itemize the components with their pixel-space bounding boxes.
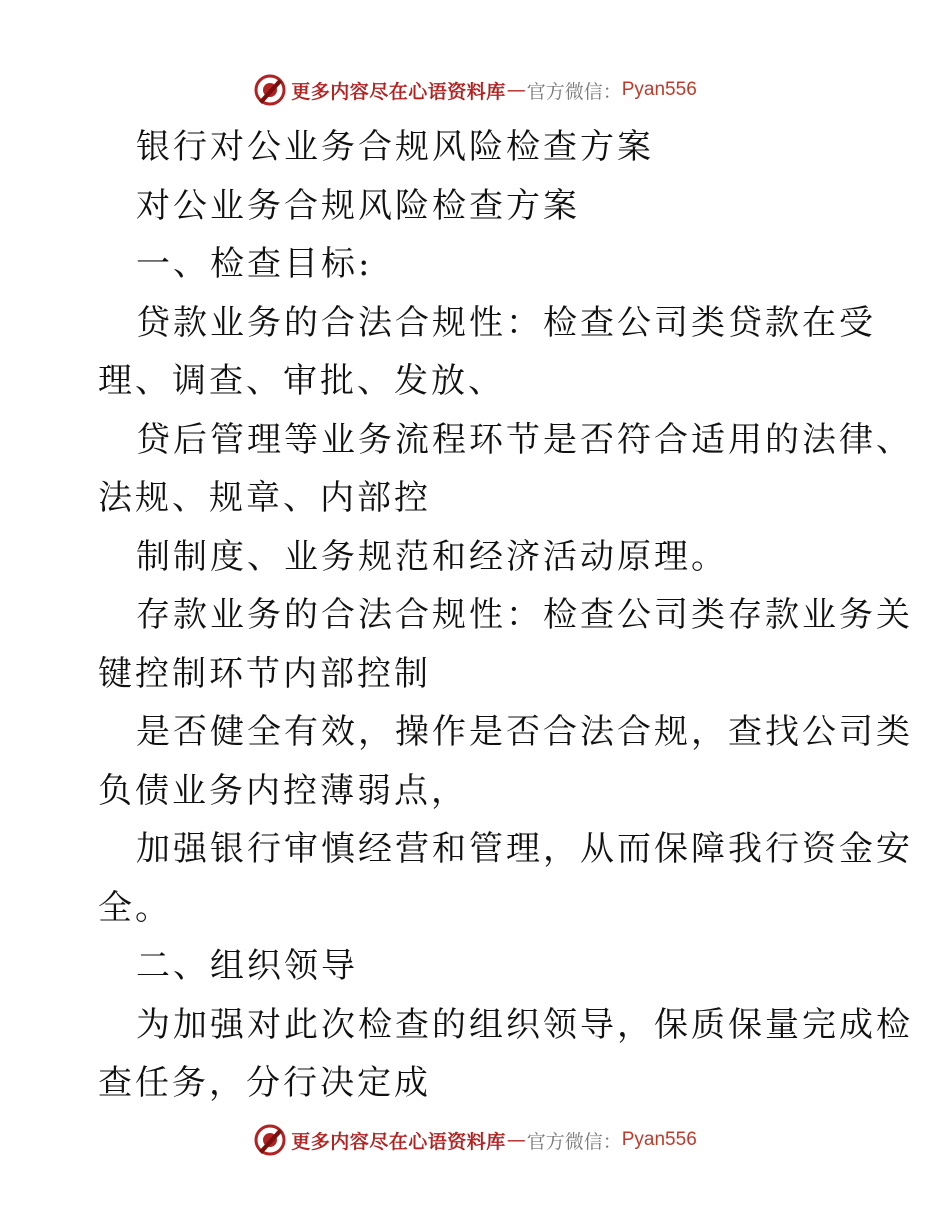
watermark-dash: —: [506, 79, 526, 101]
text-line: 加强银行审慎经营和管理，从而保障我行资金安: [136, 829, 913, 869]
text-line: 键控制环节内部控制: [98, 653, 431, 694]
watermark-wechat-label: 官方微信：: [526, 80, 622, 103]
document-body: [98, 118, 913, 1113]
text-line: 贷后管理等业务流程环节是否符合适用的法律、: [136, 419, 913, 460]
text-line: 对公业务合规风险检查方案: [136, 185, 580, 226]
text-line: 查任务，分行决定成: [98, 1063, 431, 1103]
text-line: 银行对公业务合规风险检查方案: [136, 127, 654, 167]
text-line: 负债业务内控薄弱点，: [98, 770, 468, 811]
watermark-wechat-label: 官方微信：: [526, 1130, 622, 1153]
pen-logo-icon: [253, 1123, 287, 1157]
watermark-text: 更多内容尽在心语资料库: [291, 1130, 506, 1153]
text-line: 贷款业务的合法合规性：检查公司类贷款在受: [136, 302, 876, 343]
text-line: 理、调查、审批、发放、: [98, 361, 505, 401]
header-watermark: [0, 70, 950, 110]
watermark-text: 更多内容尽在心语资料库: [291, 80, 506, 103]
text-line: 一、检查目标:: [136, 244, 373, 284]
text-line: 全。: [98, 887, 172, 928]
watermark-wechat-id: Pyan556: [621, 79, 697, 100]
text-line: 存款业务的合法合规性：检查公司类存款业务关: [136, 595, 913, 635]
watermark-wechat-id: Pyan556: [621, 1129, 697, 1150]
watermark-dash: —: [506, 1129, 526, 1151]
text-line: 制制度、业务规范和经济活动原理。: [136, 536, 728, 577]
pen-logo-icon: [253, 73, 287, 107]
text-line: 是否健全有效，操作是否合法合规，查找公司类: [136, 712, 913, 752]
footer-watermark: [0, 1120, 950, 1160]
text-line: 二、组织领导: [136, 946, 358, 986]
text-line: 法规、规章、内部控: [98, 478, 431, 518]
text-line: 为加强对此次检查的组织领导，保质保量完成检: [136, 1004, 913, 1045]
